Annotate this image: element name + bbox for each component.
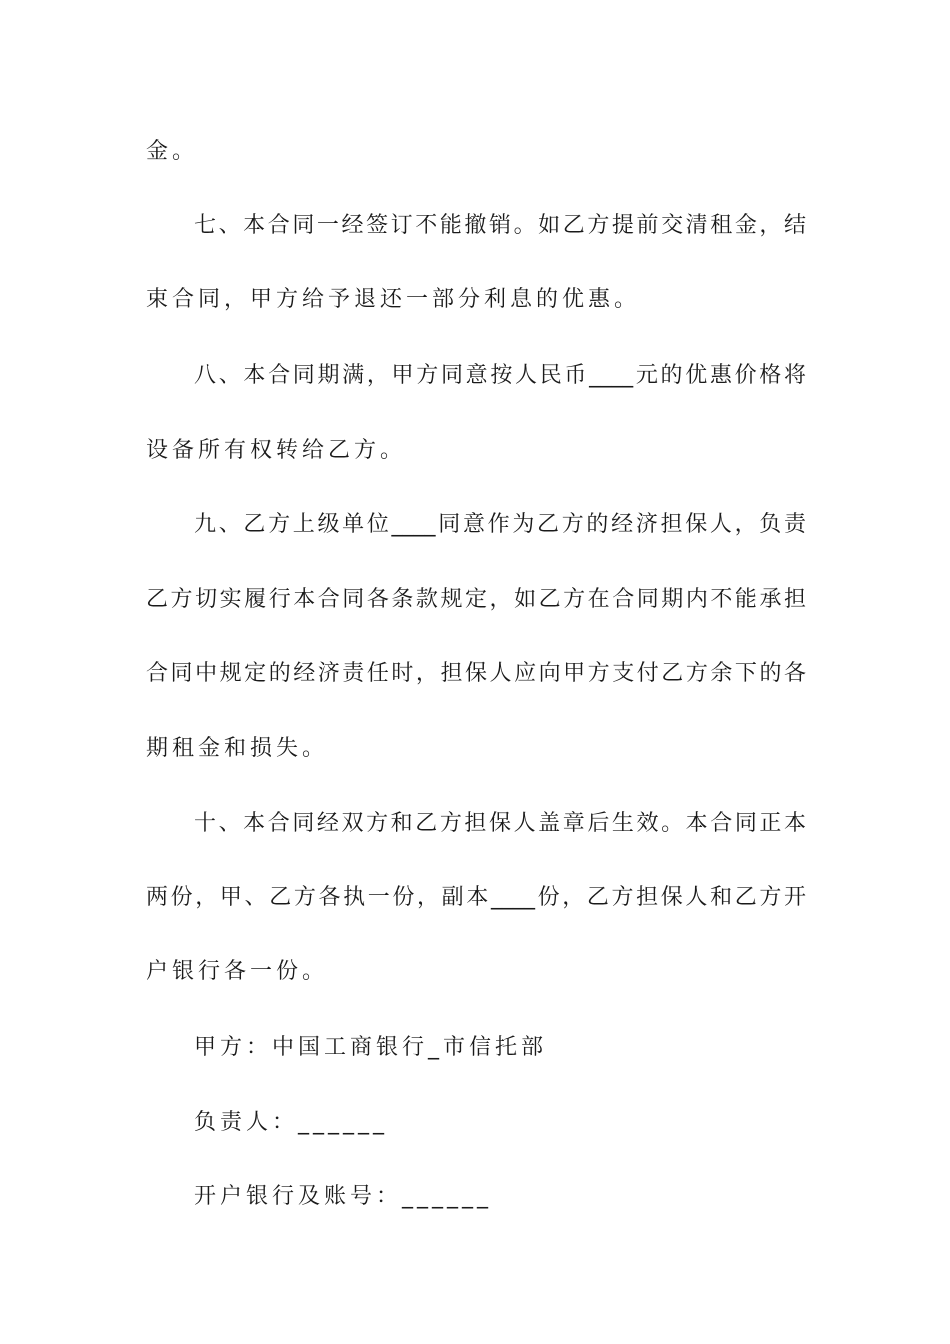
clause-8-line-1: 八、本合同期满，甲方同意按人民币____元的优惠价格将 [194,363,806,388]
clause-10-line-1: 十、本合同经双方和乙方担保人盖章后生效。本合同正本 [194,811,806,836]
clause-10-line-3: 户银行各一份。 [146,959,329,984]
clause-8-line-2: 设备所有权转给乙方。 [146,438,407,463]
clause-9-line-4: 期租金和损失。 [146,736,329,761]
bank-account-field: 开户银行及账号：______ [194,1184,493,1209]
text-line: 金。 [146,139,199,164]
responsible-person-field: 负责人：______ [194,1110,389,1135]
clause-7-line-2: 束合同，甲方给予退还一部分利息的优惠。 [146,287,641,312]
party-a-name: 甲方：中国工商银行_市信托部 [194,1035,548,1060]
clause-7-line-1: 七、本合同一经签订不能撤销。如乙方提前交清租金，结 [194,213,806,238]
clause-9-line-3: 合同中规定的经济责任时，担保人应向甲方支付乙方余下的各 [146,661,806,686]
clause-9-line-2: 乙方切实履行本合同各条款规定，如乙方在合同期内不能承担 [146,587,806,612]
clause-10-line-2: 两份，甲、乙方各执一份，副本____份，乙方担保人和乙方开 [146,885,806,910]
clause-9-line-1: 九、乙方上级单位____同意作为乙方的经济担保人，负责 [194,512,806,537]
